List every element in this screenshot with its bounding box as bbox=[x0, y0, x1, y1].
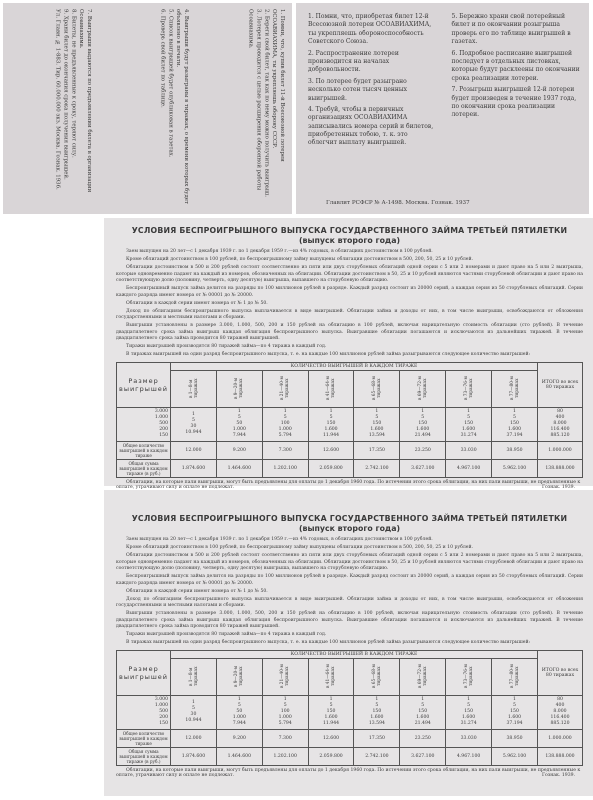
prize-size: 150 bbox=[159, 433, 169, 439]
bond-printer-mark: Гознак. 1939. bbox=[541, 484, 575, 490]
ticket-left-col-3 bbox=[3, 3, 99, 214]
period-header: в 65—68-м тиражах bbox=[354, 658, 400, 695]
ticket-right-rule: 4. Требуй, чтобы в первичных организациях ОСОАВИАХИМА записывались номера серий и билетов, приобретенных тобою, т. к. это облегчит выплату выигрышей. bbox=[308, 105, 434, 147]
sum-cell: 5.962.100 bbox=[492, 459, 538, 477]
count-cell: 9.200 bbox=[216, 729, 262, 747]
bond-paragraph: Облигации в каждой серии имеют номера от № 1 до № 50. bbox=[126, 588, 268, 594]
ticket-left-rule: 9. Храни билет до окончания срока получения выигрышей. bbox=[62, 9, 69, 180]
sum-cell: 2.742.100 bbox=[354, 747, 400, 765]
ticket-left-col-2 bbox=[99, 3, 195, 214]
ticket-right-col-1 bbox=[296, 3, 446, 214]
sum-cell: 1.202.100 bbox=[262, 747, 308, 765]
period-cell: 1 5 150 1.600 21.494 bbox=[400, 695, 446, 729]
period-header: в 73—76-м тиражах bbox=[446, 370, 492, 407]
ticket-left-col-1 bbox=[196, 3, 292, 214]
period-cell: 1 5 100 1.000 5.794 bbox=[262, 695, 308, 729]
bond-paragraph: Тиражи выигрышей производятся 80 тиражей займа—по 4 тиража в каждый год. bbox=[126, 632, 327, 638]
bond-paragraph: Кроме облигаций достоинством в 100 рублей, по беспроигрышному займу выпущены облигации достоинством в 500, 200, 50, 25 и 10 рублей. bbox=[126, 545, 474, 551]
bond-note-text: Облигации, на которые пали выигрыши, могут быть предъявлены для оплаты до 1 декабря 1960 года. По истечении этого срока облигации, на них пали выигрыши, не предъявленные к оплате, утрачивают силу и оплате не подлежат. bbox=[116, 479, 581, 490]
period-header: в 1—8-м тиражах bbox=[171, 370, 217, 407]
bond-paragraph: Беспроигрышный выпуск займа делится на разряды по 100 миллионов рублей в разряде. Каждый разряд состоит из 20000 серий, а каждая серия из 50 сторублевых облигаций. Серии каждого разряда имеют номера от № 00001 до № 20000. bbox=[116, 286, 583, 298]
ticket-right-rule: 2. Распространение лотереи производится на началах добровольности. bbox=[308, 49, 399, 74]
prize-size: 150 bbox=[159, 721, 169, 727]
table-row bbox=[117, 441, 583, 459]
table-row bbox=[117, 729, 583, 747]
count-cell: 38.950 bbox=[492, 441, 538, 459]
bond-paragraph: Выигрыши установлены в размере 3.000, 1.000, 500, 200 и 150 рублей на облигацию в 100 рублей, включая нарицательную стоимость облигации (сто рублей). В течение двадцатилетнего срока займа выигрыш каждая облигация беспроигрышного выпуска. Выигравшие облигации погашаются и исключаются из дальнейших тиражей. В течение двадцатилетнего срока займа проводится 80 тиражей выигрышей. bbox=[116, 611, 583, 630]
bond-note bbox=[116, 480, 583, 490]
count-cell: 17.350 bbox=[354, 441, 400, 459]
ticket-left-rule: 7. Выигрыши выдаются по предъявлении билета в организации Осоавиахима. bbox=[78, 9, 93, 193]
period-cell: 1 5 150 1.600 11.944 bbox=[308, 407, 354, 441]
bond-title: УСЛОВИЯ БЕСПРОИГРЫШНОГО ВЫПУСКА ГОСУДАРСТВЕННОГО ЗАЙМА ТРЕТЬЕЙ ПЯТИЛЕТКИ bbox=[131, 514, 568, 523]
prize-size: 200 bbox=[159, 427, 169, 433]
sum-total: 138.888.000 bbox=[538, 459, 583, 477]
period-header: в 41—64-м тиражах bbox=[308, 658, 354, 695]
sum-cell: 5.962.100 bbox=[492, 747, 538, 765]
ticket-right-rule: 3. По лотерее будет разыграно несколько сотен тысяч ценных выигрышей. bbox=[308, 77, 408, 102]
sum-cell: 1.874.600 bbox=[171, 459, 217, 477]
period-header: в 9—20-м тиражах bbox=[216, 370, 262, 407]
sum-cell: 2.742.100 bbox=[354, 459, 400, 477]
count-total: 1.000.000 bbox=[538, 729, 583, 747]
prize-total-header: ИТОГО во всех 80 тиражах bbox=[538, 362, 583, 407]
period-cell: 1 5 50 1.000 7.944 bbox=[216, 407, 262, 441]
sum-cell: 1.464.600 bbox=[216, 459, 262, 477]
ticket-left-footer: Ул. Главн. № 1-883. Тир. 60.000.000 экз. Москва. Гознак. 1936. bbox=[55, 9, 62, 190]
period-cell: 1 5 150 1.600 11.944 bbox=[308, 695, 354, 729]
period-cell: 1 5 50 1.000 7.944 bbox=[216, 695, 262, 729]
sum-total: 138.888.000 bbox=[538, 747, 583, 765]
ticket-left-rule: 1. Помни, что, купив билет 11-й Всесоюзной лотереи ОСОАВИАХИМА, ты укрепляешь оборону СССР. bbox=[271, 9, 285, 162]
bond-paragraph: Облигации достоинством в 500 и 200 рублей состоят соответственно из пяти или двух сторублевых облигаций одной серии с 5 или 2 номерами и дают право на 5 или 2 выигрыша, которые одновременно падают на каждый из номеров, обозначенных на облигации. Облигации достоинством в 50, 25 и 10 рублей являются частями сторублевой облигации и дают право на соответствующую долю (половину, четверть, одну десятую) выигрыша, выпавшего на сторублевую облигацию. bbox=[116, 265, 583, 284]
bond-paragraph: Доход по облигациям беспроигрышного выпуска выплачивается в виде выигрышей. Облигации займа и доходы от них, в том числе выигрыши, освобождаются от обложения государственными и местными налогами и сборами. bbox=[116, 308, 583, 321]
ticket-left-rule: 6. Проверь свой билет по таблице. bbox=[159, 9, 166, 108]
lottery-ticket-back-left bbox=[3, 3, 292, 214]
bond-paragraph: В тиражах выигрышей на один разряд беспроигрышного выпуска, т. е. на каждые 100 миллионов рублей займа разыгрываются следующее количество выигрышей: bbox=[126, 640, 531, 646]
period-cell: 1 5 30 10.944 bbox=[171, 695, 217, 729]
count-cell: 33.030 bbox=[446, 729, 492, 747]
count-cell: 12.000 bbox=[171, 441, 217, 459]
ticket-right-footer: Главлит РСФСР № А-1498. Москва. Гознак. 1937 bbox=[326, 200, 470, 206]
count-total: 1.000.000 bbox=[538, 441, 583, 459]
count-cell: 9.200 bbox=[216, 441, 262, 459]
count-cell: 12.600 bbox=[308, 729, 354, 747]
period-header: в 41—64-м тиражах bbox=[308, 370, 354, 407]
ticket-right-rule: 6. Подробное расписание выигрышей последует в отдельных листовках, которые будут расклеены по окончании срока реализации лотереи. bbox=[451, 49, 580, 82]
period-cell: 1 5 150 1.600 31.274 bbox=[446, 407, 492, 441]
prize-table bbox=[116, 650, 583, 766]
bond-paragraph: Кроме облигаций достоинством в 100 рублей, по беспроигрышному займу выпущены облигации достоинством в 500, 200, 50, 25 и 10 рублей. bbox=[126, 257, 474, 263]
ticket-left-rule: 2. Береги свой билет, так как по нему можно получить выигрыш. bbox=[263, 9, 270, 197]
bond-note bbox=[116, 768, 583, 778]
bond-subtitle: (выпуск второго года) bbox=[298, 236, 401, 245]
bond-title: УСЛОВИЯ БЕСПРОИГРЫШНОГО ВЫПУСКА ГОСУДАРСТВЕННОГО ЗАЙМА ТРЕТЬЕЙ ПЯТИЛЕТКИ bbox=[131, 226, 568, 235]
bond-subtitle: (выпуск второго года) bbox=[298, 524, 401, 533]
bond-printer-mark: Гознак. 1939. bbox=[541, 772, 575, 778]
sum-cell: 4.967.100 bbox=[446, 747, 492, 765]
table-row bbox=[117, 695, 583, 729]
bond-paragraph: Доход по облигациям беспроигрышного выпуска выплачивается в виде выигрышей. Облигации займа и доходы от них, в том числе выигрыши, освобождаются от обложения государственными и местными налогами и сборами. bbox=[116, 596, 583, 609]
row-count-label: Общее количество выигрышей в каждом тираже bbox=[117, 441, 171, 459]
prize-size-header: Размер выигрышей bbox=[117, 650, 171, 695]
count-cell: 38.950 bbox=[492, 729, 538, 747]
row-sum-label: Общая сумма выигрышей в каждом тираже (в руб.) bbox=[117, 747, 171, 765]
row-sum-label: Общая сумма выигрышей в каждом тираже (в руб.) bbox=[117, 459, 171, 477]
sum-cell: 1.464.600 bbox=[216, 747, 262, 765]
period-header: в 1—8-м тиражах bbox=[171, 658, 217, 695]
period-header: в 69—72-м тиражах bbox=[400, 658, 446, 695]
bond-paragraph: Заем выпущен на 20 лет—с 1 декабря 1939 г. по 1 декабря 1959 г.—из 4% годовых, в облигациях достоинством в 100 рублей. bbox=[126, 249, 433, 254]
prize-size-header: Размер выигрышей bbox=[117, 362, 171, 407]
sum-cell: 3.627.100 bbox=[400, 747, 446, 765]
ticket-left-rule: 3. Лотерея проводится с целью расширения оборонной работы Осоавиахима. bbox=[247, 9, 262, 191]
period-header: в 73—76-м тиражах bbox=[446, 658, 492, 695]
prize-sizes-cell bbox=[117, 695, 171, 729]
prize-size: 200 bbox=[159, 715, 169, 721]
count-cell: 12.000 bbox=[171, 729, 217, 747]
count-cell: 7.300 bbox=[262, 441, 308, 459]
lottery-ticket-back-right bbox=[296, 3, 589, 214]
period-cell: 1 5 150 1.600 13.594 bbox=[354, 695, 400, 729]
prize-total-header: ИТОГО во всех 80 тиражах bbox=[538, 650, 583, 695]
prize-count-header: КОЛИЧЕСТВО ВЫИГРЫШЕЙ В КАЖДОМ ТИРАЖЕ bbox=[171, 650, 538, 658]
sum-cell: 4.967.100 bbox=[446, 459, 492, 477]
count-cell: 23.250 bbox=[400, 729, 446, 747]
bond-paragraph: Тиражи выигрышей производятся 80 тиражей займа—по 4 тиража в каждый год. bbox=[126, 344, 327, 350]
bond-paragraph: Выигрыши установлены в размере 3.000, 1.000, 500, 200 и 150 рублей на облигацию в 100 рублей, включая нарицательную стоимость облигации (сто рублей). В течение двадцатилетнего срока займа выигрыш каждая облигация беспроигрышного выпуска. Выигравшие облигации погашаются и исключаются из дальнейших тиражей. В течение двадцатилетнего срока займа проводится 80 тиражей выигрышей. bbox=[116, 323, 583, 342]
period-header: в 9—20-м тиражах bbox=[216, 658, 262, 695]
period-header: в 21—40-м тиражах bbox=[262, 370, 308, 407]
bond-paragraph: Беспроигрышный выпуск займа делится на разряды по 100 миллионов рублей в разряде. Каждый разряд состоит из 20000 серий, а каждая серия из 50 сторублевых облигаций. Серии каждого разряда имеют номера от № 00001 до № 20000. bbox=[116, 574, 583, 586]
ticket-right-rule: 5. Бережно храни свой лотерейный билет и по окончании розыгрыша проверь его по таблице выигрышей в газетах. bbox=[451, 13, 571, 46]
bond-paragraph: Облигации в каждой серии имеют номера от № 1 до № 50. bbox=[126, 300, 268, 306]
period-cell: 1 5 150 1.600 31.274 bbox=[446, 695, 492, 729]
bond-paragraph: Облигации достоинством в 500 и 200 рублей состоят соответственно из пяти или двух сторублевых облигаций одной серии с 5 или 2 номерами и дают право на 5 или 2 выигрыша, которые одновременно падают на каждый из номеров, обозначенных на облигации. Облигации достоинством в 50, 25 и 10 рублей являются частями сторублевой облигации и дают право на соответствующую долю (половину, четверть, одну десятую) выигрыша, выпавшего на сторублевую облигацию. bbox=[116, 553, 583, 572]
period-cell: 1 5 150 1.600 13.594 bbox=[354, 407, 400, 441]
prize-size: 3.000 bbox=[154, 408, 169, 414]
sum-cell: 3.627.100 bbox=[400, 459, 446, 477]
table-row bbox=[117, 747, 583, 765]
ticket-right-col-2 bbox=[446, 3, 590, 214]
count-cell: 23.250 bbox=[400, 441, 446, 459]
period-cell: 1 5 150 1.600 21.494 bbox=[400, 407, 446, 441]
period-header: в 21—40-м тиражах bbox=[262, 658, 308, 695]
sum-cell: 2.059.800 bbox=[308, 459, 354, 477]
total-cell: 80 400 8.000 116.400 885.120 bbox=[538, 695, 583, 729]
period-cell: 1 5 150 1.600 37.194 bbox=[492, 695, 538, 729]
bond-paragraph: В тиражах выигрышей на один разряд беспроигрышного выпуска, т. е. на каждые 100 миллионов рублей займа разыгрываются следующее количество выигрышей: bbox=[126, 352, 531, 358]
sum-cell: 1.874.600 bbox=[171, 747, 217, 765]
ticket-right-rule: 1. Помни, что, приобретая билет 12-й Всесоюзной лотереи ОСОАВИАХИМА, ты укрепляешь обороноспособность Советского Союза. bbox=[308, 13, 432, 46]
count-cell: 17.350 bbox=[354, 729, 400, 747]
total-cell: 80 400 8.000 116.400 885.120 bbox=[538, 407, 583, 441]
period-header: в 69—72-м тиражах bbox=[400, 370, 446, 407]
period-cell: 1 5 150 1.600 37.194 bbox=[492, 407, 538, 441]
period-cell: 1 5 100 1.000 5.794 bbox=[262, 407, 308, 441]
ticket-left-rule: 4. Выигрыши будут разыграны в тиражах, о времени которых будет объявлено в печати. bbox=[174, 9, 189, 204]
sum-cell: 2.059.800 bbox=[308, 747, 354, 765]
prize-size: 3.000 bbox=[154, 696, 169, 702]
count-cell: 12.600 bbox=[308, 441, 354, 459]
ticket-left-rule: 8. Билеты, не предъявленные к сроку, теряют силу. bbox=[70, 9, 77, 158]
table-row bbox=[117, 459, 583, 477]
period-header: в 77—80-м тиражах bbox=[492, 658, 538, 695]
bond-conditions-sheet-1 bbox=[104, 218, 593, 490]
count-cell: 33.030 bbox=[446, 441, 492, 459]
bond-paragraph: Заем выпущен на 20 лет—с 1 декабря 1939 г. по 1 декабря 1959 г.—из 4% годовых, в облигациях достоинством в 100 рублей. bbox=[126, 537, 433, 542]
prize-count-header: КОЛИЧЕСТВО ВЫИГРЫШЕЙ В КАЖДОМ ТИРАЖЕ bbox=[171, 362, 538, 370]
prize-size: 1.000 bbox=[154, 414, 169, 420]
period-cell: 1 5 30 10.944 bbox=[171, 407, 217, 441]
prize-sizes-cell bbox=[117, 407, 171, 441]
sum-cell: 1.202.100 bbox=[262, 459, 308, 477]
row-count-label: Общее количество выигрышей в каждом тираже bbox=[117, 729, 171, 747]
table-row bbox=[117, 407, 583, 441]
ticket-left-rule: 5. Список выигрышей будет опубликован в газетах. bbox=[167, 9, 174, 158]
bond-note-text: Облигации, на которые пали выигрыши, могут быть предъявлены для оплаты до 1 декабря 1960 года. По истечении этого срока облигации, на них пали выигрыши, не предъявленные к оплате, утрачивают силу и оплате не подлежат. bbox=[116, 767, 581, 778]
prize-size: 500 bbox=[159, 421, 169, 427]
ticket-right-rule: 7. Розыгрыш выигрышей 12-й лотереи будет произведен в течение 1937 года, по окончании срока реализации лотереи. bbox=[451, 86, 577, 119]
prize-size: 500 bbox=[159, 709, 169, 715]
period-header: в 65—68-м тиражах bbox=[354, 370, 400, 407]
period-header: в 77—80-м тиражах bbox=[492, 370, 538, 407]
prize-size: 1.000 bbox=[154, 702, 169, 708]
bond-conditions-sheet-2 bbox=[104, 490, 593, 796]
count-cell: 7.300 bbox=[262, 729, 308, 747]
prize-table bbox=[116, 362, 583, 478]
